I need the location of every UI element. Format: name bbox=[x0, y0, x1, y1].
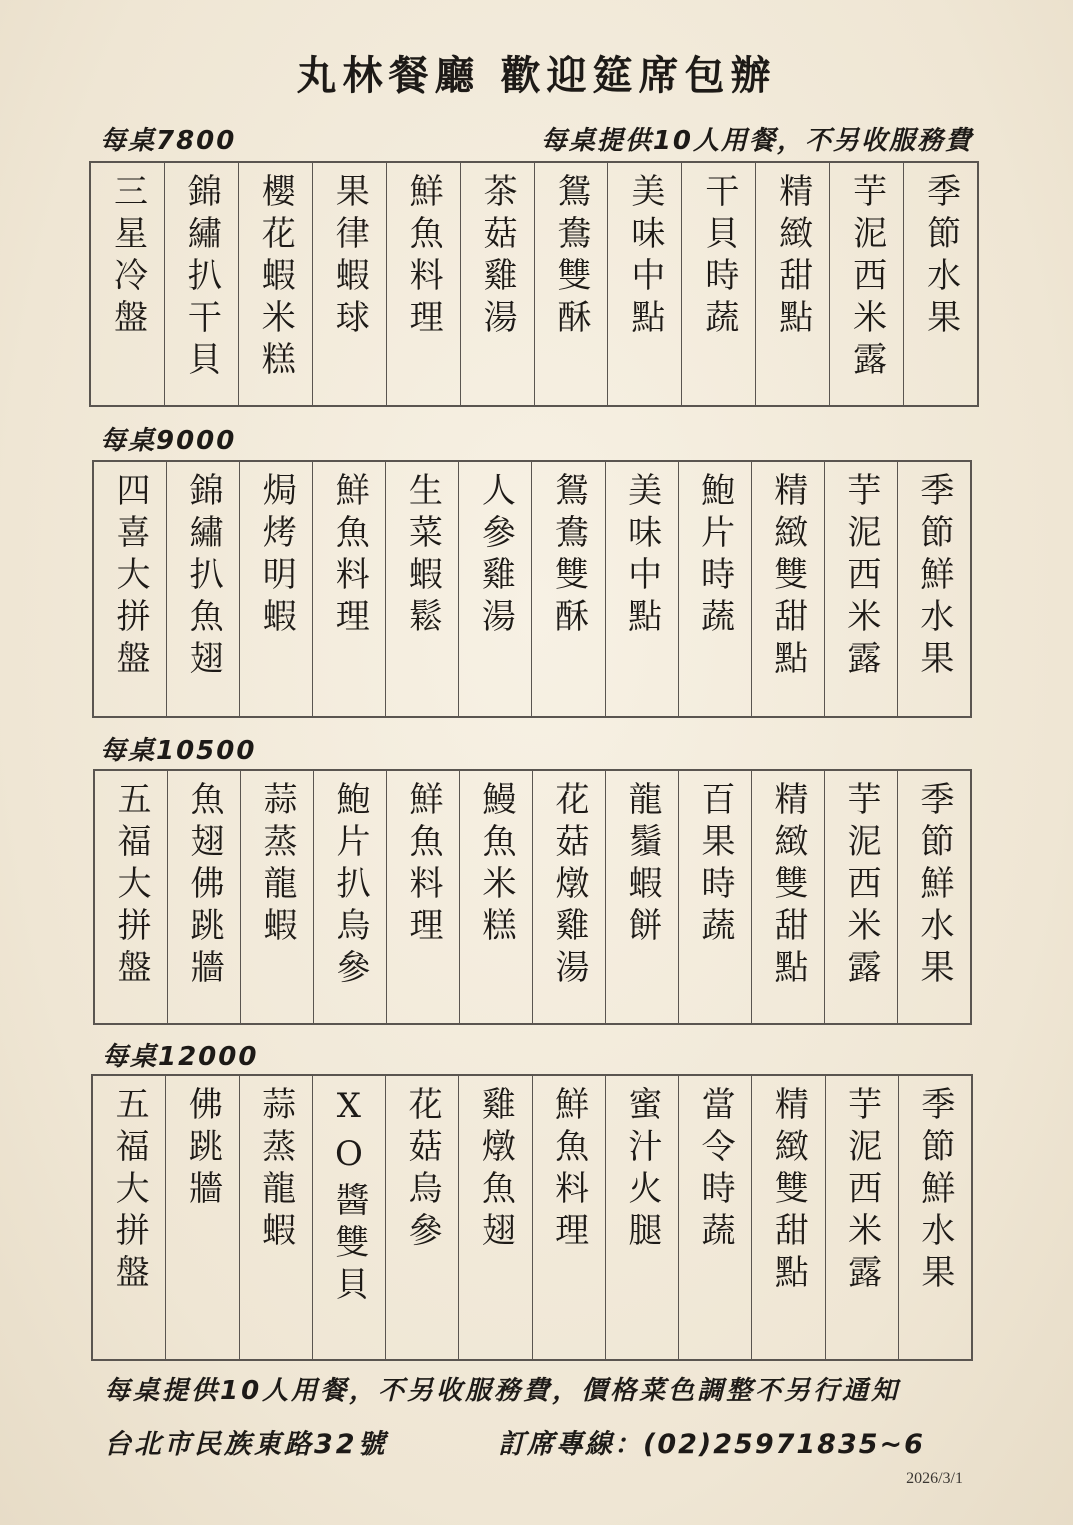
page-title: 丸林餐廳 歡迎筵席包辦 bbox=[296, 53, 777, 99]
dish-cell bbox=[166, 1076, 239, 1359]
print-date: 2026/3/1 bbox=[906, 1470, 963, 1487]
dish-name: 錦繡扒魚翅 bbox=[183, 472, 224, 682]
dish-cell bbox=[314, 771, 387, 1023]
dish-name: 當令時蔬 bbox=[695, 1086, 736, 1254]
dish-name: 鴛鴦雙酥 bbox=[548, 472, 589, 640]
dish-cell bbox=[606, 771, 679, 1023]
dish-cell bbox=[752, 462, 825, 716]
dish-name: 精緻雙甜點 bbox=[767, 472, 808, 682]
dish-name: 茶菇雞湯 bbox=[477, 173, 518, 341]
dish-cell bbox=[825, 771, 898, 1023]
dish-name: 美味中點 bbox=[621, 472, 662, 640]
dish-name: 焗烤明蝦 bbox=[256, 472, 297, 640]
dish-cell bbox=[461, 163, 535, 405]
dish-cell bbox=[313, 462, 386, 716]
dish-name: 鮮魚料理 bbox=[403, 173, 444, 341]
menu-table-12000 bbox=[91, 1074, 973, 1361]
dish-cell bbox=[606, 462, 679, 716]
dish-name: 蒜蒸龍蝦 bbox=[255, 1086, 296, 1254]
dish-cell bbox=[899, 1076, 971, 1359]
dish-cell bbox=[387, 771, 460, 1023]
dish-name: 人參雞湯 bbox=[475, 472, 516, 640]
dish-cell bbox=[240, 462, 313, 716]
dish-cell bbox=[533, 771, 606, 1023]
dish-name: 精緻甜點 bbox=[772, 173, 813, 341]
dish-cell bbox=[459, 1076, 532, 1359]
dish-cell bbox=[387, 163, 461, 405]
dish-name: 精緻雙甜點 bbox=[768, 781, 808, 991]
dish-cell bbox=[752, 771, 825, 1023]
dish-name: 花菇烏參 bbox=[402, 1086, 443, 1254]
dish-name: 佛跳牆 bbox=[182, 1086, 223, 1212]
menu-table-10500 bbox=[93, 769, 972, 1025]
top-note: 每桌提供10人用餐，不另收服務費 bbox=[540, 126, 973, 156]
dish-name: 鮑片扒烏參 bbox=[330, 781, 370, 991]
price-label-10500: 每桌10500 bbox=[100, 736, 257, 766]
dish-cell bbox=[313, 163, 387, 405]
dish-cell bbox=[898, 771, 970, 1023]
dish-cell bbox=[240, 1076, 313, 1359]
dish-cell bbox=[752, 1076, 825, 1359]
dish-cell bbox=[93, 1076, 166, 1359]
dish-cell bbox=[95, 771, 168, 1023]
dish-name: 季節鮮水果 bbox=[913, 472, 954, 682]
dish-name: 芋泥西米露 bbox=[841, 781, 881, 991]
dish-name: 美味中點 bbox=[624, 173, 665, 341]
dish-name: 鰻魚米糕 bbox=[476, 781, 516, 949]
dish-cell bbox=[386, 462, 459, 716]
dish-cell bbox=[532, 462, 605, 716]
dish-cell bbox=[94, 462, 167, 716]
dish-name: 季節水果 bbox=[920, 173, 961, 341]
dish-name: 四喜大拼盤 bbox=[110, 472, 151, 682]
dish-cell bbox=[239, 163, 313, 405]
dish-name: 芋泥西米露 bbox=[840, 472, 881, 682]
dish-cell bbox=[460, 771, 533, 1023]
dish-cell bbox=[825, 462, 898, 716]
dish-name: 季節鮮水果 bbox=[914, 781, 954, 991]
dish-cell bbox=[756, 163, 830, 405]
dish-cell bbox=[679, 771, 752, 1023]
dish-cell bbox=[535, 163, 609, 405]
dish-cell bbox=[241, 771, 314, 1023]
dish-cell bbox=[904, 163, 977, 405]
dish-cell bbox=[898, 462, 970, 716]
dish-cell bbox=[679, 1076, 752, 1359]
dish-name: 百果時蔬 bbox=[695, 781, 735, 949]
reservation-phone: 訂席專線：(02)25971835~6 bbox=[498, 1429, 925, 1460]
dish-name: 五福大拼盤 bbox=[109, 1086, 150, 1296]
menu-table-9000 bbox=[92, 460, 972, 718]
dish-name: 櫻花蝦米糕 bbox=[255, 173, 296, 383]
dish-name: 果律蝦球 bbox=[329, 173, 370, 341]
footer-note: 每桌提供10人用餐，不另收服務費，價格菜色調整不另行通知 bbox=[104, 1376, 901, 1406]
dish-name: 精緻雙甜點 bbox=[768, 1086, 809, 1296]
dish-name: 生菜蝦鬆 bbox=[402, 472, 443, 640]
dish-name: 雞燉魚翅 bbox=[475, 1086, 516, 1254]
dish-cell bbox=[826, 1076, 899, 1359]
price-label-9000: 每桌9000 bbox=[100, 426, 237, 456]
dish-cell bbox=[459, 462, 532, 716]
dish-cell bbox=[533, 1076, 606, 1359]
dish-cell bbox=[386, 1076, 459, 1359]
dish-cell bbox=[606, 1076, 679, 1359]
price-label-12000: 每桌12000 bbox=[102, 1042, 259, 1072]
dish-name: XO醬雙貝 bbox=[328, 1086, 369, 1308]
dish-name: 花菇燉雞湯 bbox=[549, 781, 589, 991]
dish-name: 鮮魚料理 bbox=[548, 1086, 589, 1254]
dish-cell bbox=[608, 163, 682, 405]
dish-cell bbox=[682, 163, 756, 405]
dish-name: 魚翅佛跳牆 bbox=[184, 781, 224, 991]
dish-cell bbox=[165, 163, 239, 405]
address: 台北市民族東路32號 bbox=[104, 1429, 388, 1460]
dish-name: 芋泥西米露 bbox=[846, 173, 887, 383]
dish-name: 鮮魚料理 bbox=[403, 781, 443, 949]
dish-name: 五福大拼盤 bbox=[111, 781, 151, 991]
dish-cell bbox=[830, 163, 904, 405]
price-label-7800: 每桌7800 bbox=[100, 126, 237, 156]
dish-name: 三星冷盤 bbox=[107, 173, 148, 341]
dish-cell bbox=[91, 163, 165, 405]
dish-name: 干貝時蔬 bbox=[698, 173, 739, 341]
dish-name: 季節鮮水果 bbox=[914, 1086, 955, 1296]
dish-name: 鮮魚料理 bbox=[329, 472, 370, 640]
dish-name: 蜜汁火腿 bbox=[621, 1086, 662, 1254]
dish-cell bbox=[679, 462, 752, 716]
dish-name: 蒜蒸龍蝦 bbox=[257, 781, 297, 949]
dish-cell bbox=[168, 771, 241, 1023]
dish-name: 龍鬚蝦餅 bbox=[622, 781, 662, 949]
dish-cell bbox=[313, 1076, 386, 1359]
dish-name: 芋泥西米露 bbox=[841, 1086, 882, 1296]
dish-name: 鮑片時蔬 bbox=[694, 472, 735, 640]
dish-cell bbox=[167, 462, 240, 716]
dish-name: 鴛鴦雙酥 bbox=[550, 173, 591, 341]
menu-table-7800 bbox=[89, 161, 979, 407]
dish-name: 錦繡扒干貝 bbox=[181, 173, 222, 383]
